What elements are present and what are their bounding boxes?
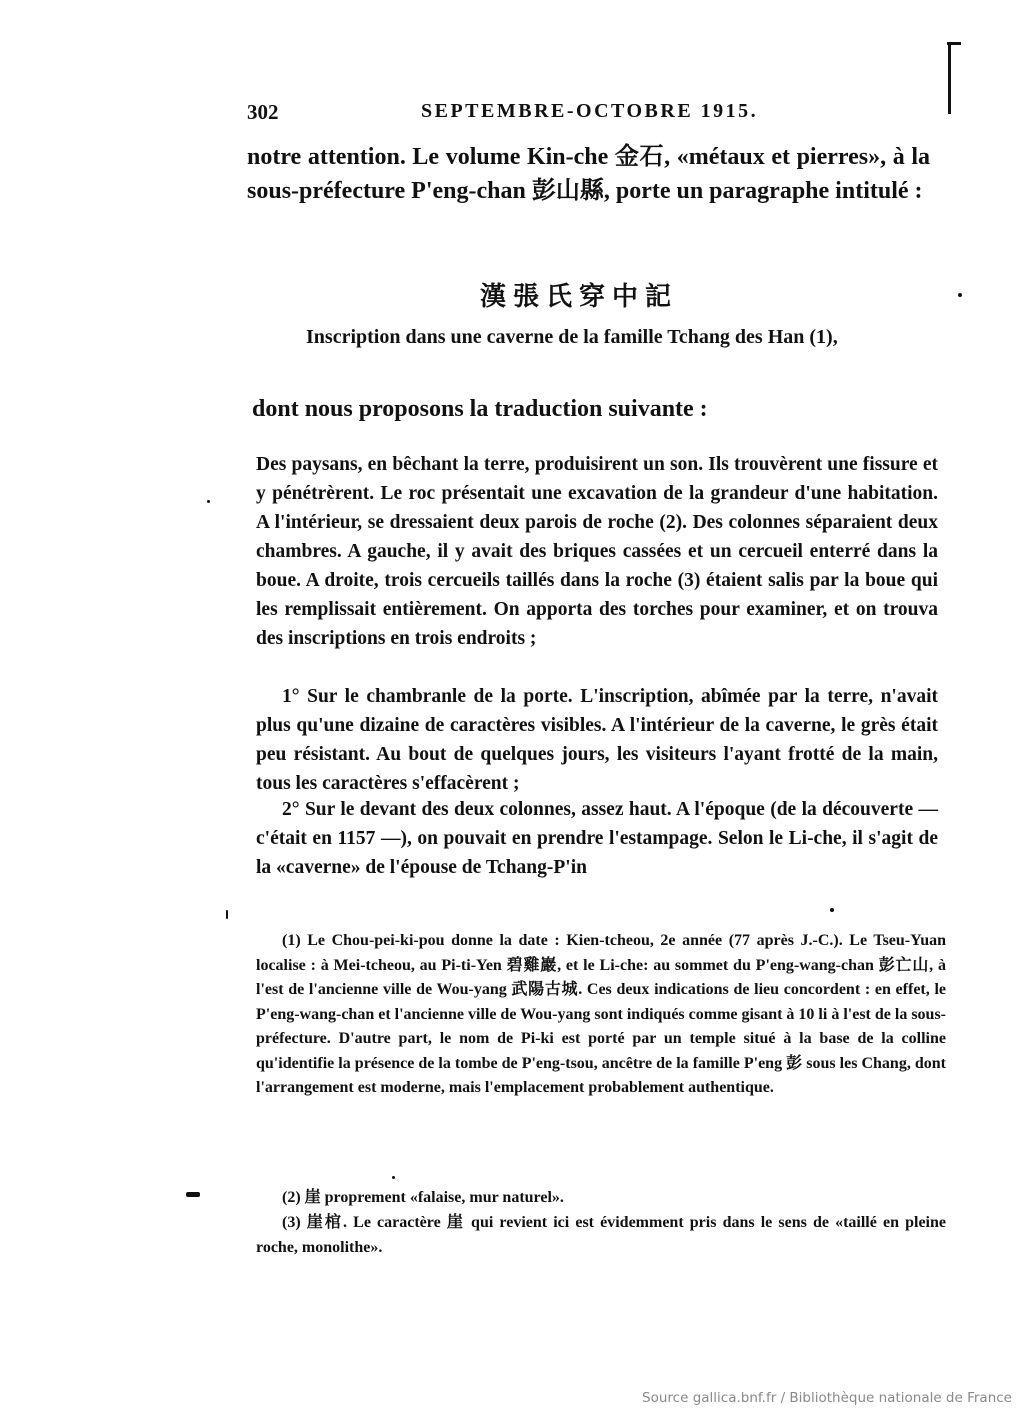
chinese-title: 漢張氏穿中記	[480, 282, 679, 311]
page-header	[247, 100, 767, 130]
footnote-3: (3) 崖棺. Le caractère 崖 qui revient ici est évidemment pris dans le sens de «taillé en pleine roche, monolithe».	[256, 1214, 946, 1256]
page-edge-tick	[947, 42, 961, 45]
source-credit: Source gallica.bnf.fr / Bibliothèque nationale de France	[642, 1390, 1012, 1406]
scan-speck	[207, 500, 210, 503]
page-edge-line	[948, 42, 951, 114]
inscription-caption: Inscription dans une caverne de la famille Tchang des Han (1),	[306, 326, 838, 348]
inscription-item-1: 1° Sur le chambranle de la porte. L'inscription, abîmée par la terre, n'avait plus qu'une dizaine de caractères visibles. A l'intérieur de la caverne, le grès était peu résistant. Au bout de quelques jours, les visiteurs l'ayant frotté de la main, tous les caractères s'effacèrent ;	[256, 686, 938, 794]
page-number: 302	[247, 100, 279, 124]
intro-paragraph: notre attention. Le volume Kin-che 金石, «métaux et pierres», à la sous-préfecture P'eng-chan 彭山縣, porte un paragraphe intitulé :	[247, 144, 930, 204]
scan-speck	[226, 910, 228, 919]
scan-speck	[958, 293, 962, 297]
scan-speck	[392, 1176, 395, 1179]
translation-paragraph: Des paysans, en bêchant la terre, produisirent un son. Ils trouvèrent une fissure et y pénétrèrent. Le roc présentait une excavation de la grandeur d'une habitation. A l'intérieur, se dressaient deux parois de roche (2). Des colonnes séparaient deux chambres. A gauche, il y avait des briques cassées et un cercueil enterré dans la boue. A droite, trois cercueils taillés dans la roche (3) étaient salis par la boue qui les remplissait entièrement. On apporta des torches pour examiner, et on trouva des inscriptions en trois endroits ;	[256, 454, 938, 649]
scan-speck	[830, 908, 834, 912]
scan-speck	[186, 1192, 200, 1197]
footnote-2: (2) 崖 proprement «falaise, mur naturel».	[282, 1189, 564, 1206]
proposal-line: dont nous proposons la traduction suivante :	[252, 396, 708, 422]
inscription-item-2: 2° Sur le devant des deux colonnes, assez haut. A l'époque (de la découverte — c'était en 1157 —), on pouvait en prendre l'estampage. Selon le Li-che, il s'agit de la «caverne» de l'épouse de Tchang-P'in	[256, 799, 938, 878]
footnote-1: (1) Le Chou-pei-ki-pou donne la date : Kien-tcheou, 2e année (77 après J.-C.). Le Tseu-Yuan localise : à Mei-tcheou, au Pi-ti-Yen 碧雞巖, et le Li-che: au sommet du P'eng-wang-chan 彭亡山, à l'est de l'ancienne ville de Wou-yang 武陽古城. Ces deux indications de lieu concordent : en effet, le P'eng-wang-chan et l'ancienne ville de Wou-yang sont indiqués comme gisant à 10 li à l'est de la sous-préfecture. D'autre part, le nom de Pi-ki est porté par un temple situé à la base de la colline qu'identifie la présence de la tombe de P'eng-tsou, ancêtre de la famille P'eng 彭 sous les Chang, dont l'arrangement est moderne, mais l'emplacement probablement authentique.	[256, 932, 946, 1096]
running-head: SEPTEMBRE-OCTOBRE 1915.	[421, 100, 759, 122]
